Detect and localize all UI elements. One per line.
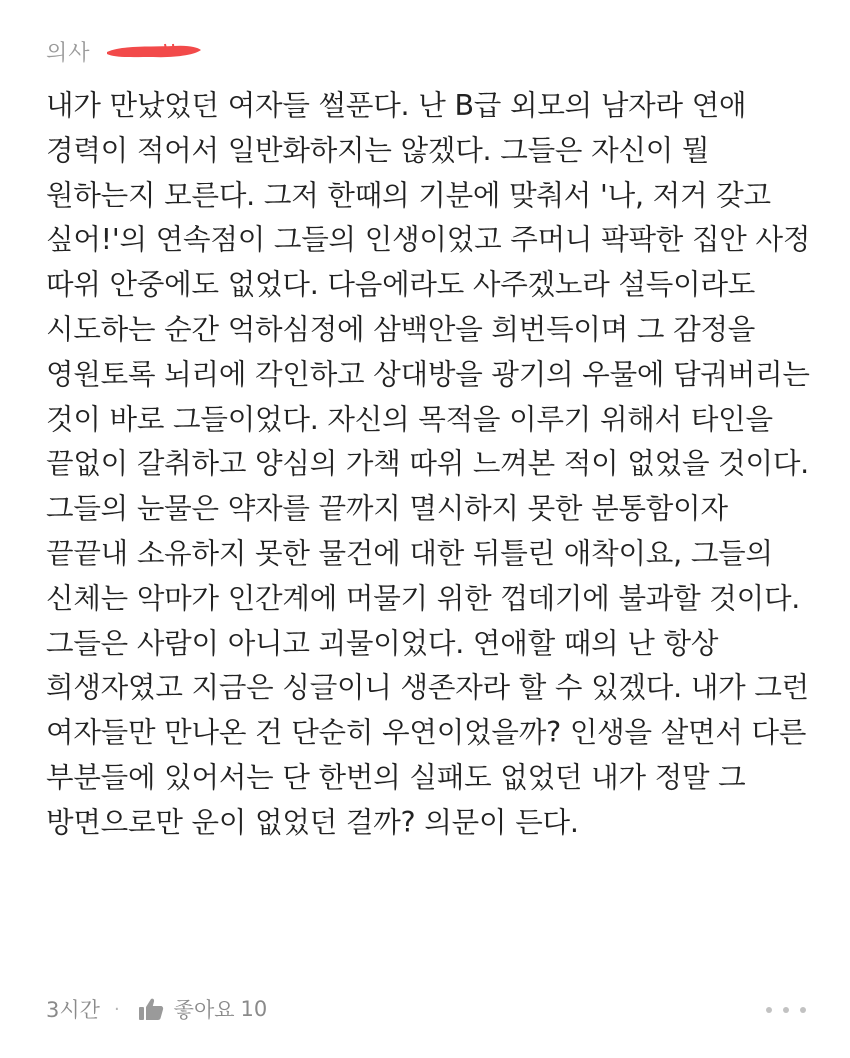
author-role: 의사: [46, 40, 91, 66]
meta-separator: ·: [113, 998, 120, 1020]
comment-footer: [46, 992, 820, 1026]
like-count: 10: [240, 997, 268, 1021]
comment-body: 내가 만났었던 여자들 썰푼다. 난 B급 외모의 남자라 연애 경력이 적어서 일반화하지는 않겠다. 그들은 자신이 뭘 원하는지 모른다. 그저 한때의 기분에 맞춰서 '나, 저거 갖고 싶어!'의 연속점이 그들의 인생이었고 주머니 팍팍한 집안 사정 따위 안중에도 없었다. 다음에라도 사주겠노라 설득이라도 시도하는 순간 억하심정에 삼백안을 희번득이며 그 감정을 영원토록 뇌리에 각인하고 상대방을 광기의 우물에 담궈버리는 것이 바로 그들이었다. 자신의 목적을 이루기 위해서 타인을 끝없이 갈취하고 양심의 가책 따위 느껴본 적이 없었을 것이다. 그들의 눈물은 약자를 끝까지 멸시하지 못한 분통함이자 끝끝내 소유하지 못한 물건에 대한 뒤틀린 애착이요, 그들의 신체는 악마가 인간계에 머물기 위한 껍데기에 불과할 것이다. 그들은 사람이 아니고 괴물이었다. 연애할 때의 난 항상 희생자였고 지금은 싱글이니 생존자라 할 수 있겠다. 내가 그런 여자들만 만나온 건 단순히 우연이었을까? 인생을 살면서 다른 부분들에 있어서는 단 한번의 실패도 없었던 내가 정말 그 방면으로만 운이 없었던 걸까? 의문이 든다.: [46, 89, 811, 839]
comment-time: 3시간: [46, 998, 100, 1022]
comment-header: [46, 34, 203, 68]
thumbs-up-icon: [138, 997, 164, 1021]
more-dot: [766, 1007, 772, 1013]
more-dot: [800, 1007, 806, 1013]
redaction-mark: [103, 41, 203, 61]
like-label: 좋아요: [173, 998, 235, 1022]
more-dots-icon[interactable]: [766, 998, 806, 1022]
like-button[interactable]: [138, 994, 268, 1024]
more-dot: [783, 1007, 789, 1013]
